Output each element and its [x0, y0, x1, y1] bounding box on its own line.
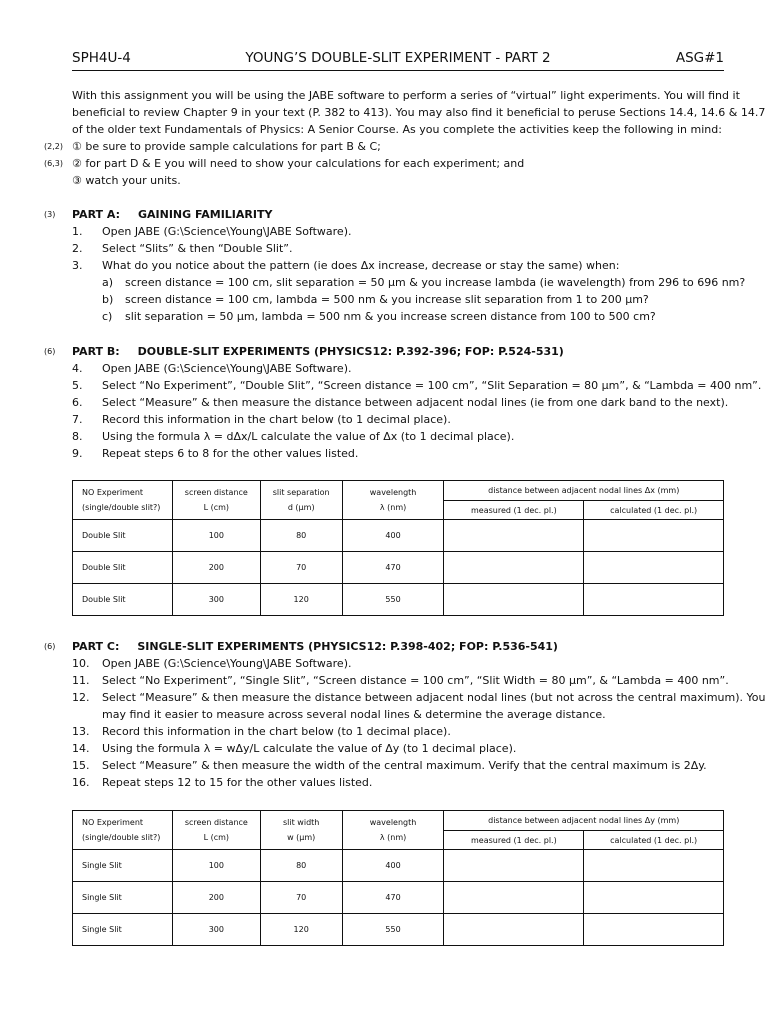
- measured-answer-cell[interactable]: [444, 850, 584, 882]
- sub-step-text: screen distance = 100 cm, lambda = 500 nm & you increase slit separation from 1 to 200 µm?: [125, 293, 649, 306]
- measured-header: measured (1 dec. pl.): [444, 501, 584, 520]
- part-c-heading: [72, 638, 558, 655]
- step-text: Select “Measure” & then measure the distance between adjacent nodal lines (but not across the central maximum). You: [102, 691, 766, 704]
- table-cell: 550: [342, 584, 444, 616]
- step-number: 12.: [72, 691, 90, 704]
- table-cell: 100: [172, 850, 260, 882]
- table-cell: Single Slit: [73, 882, 173, 914]
- distance-header: distance between adjacent nodal lines Δy (mm): [444, 811, 724, 831]
- table-cell: 300: [172, 584, 260, 616]
- reminder-item: ① be sure to provide sample calculations for part B & C;: [72, 140, 381, 153]
- step-number: 14.: [72, 742, 90, 755]
- table-cell: 70: [260, 552, 342, 584]
- step-number: 5.: [72, 379, 83, 392]
- step-number: 11.: [72, 674, 90, 687]
- step-text: What do you notice about the pattern (ie does Δx increase, decrease or stay the same) when:: [102, 259, 620, 272]
- step-number: 9.: [72, 447, 83, 460]
- step-text: Select “Measure” & then measure the distance between adjacent nodal lines (ie from one dark band to the next).: [102, 396, 729, 409]
- step-text: Select “No Experiment”, “Double Slit”, “Screen distance = 100 cm”, “Slit Separation = 80 µm”, & “Lambda = 400 nm”.: [102, 379, 762, 392]
- step-text: Select “No Experiment”, “Single Slit”, “Screen distance = 100 cm”, “Slit Width = 80 µm”, & “Lambda = 400 nm”.: [102, 674, 729, 687]
- step-text: Select “Slits” & then “Double Slit”.: [102, 242, 293, 255]
- assignment-number: ASG#1: [675, 50, 724, 66]
- table-cell: 120: [260, 584, 342, 616]
- calculated-answer-cell[interactable]: [584, 520, 724, 552]
- marks-label: (6): [44, 642, 56, 651]
- measured-answer-cell[interactable]: [444, 584, 584, 616]
- calculated-header: calculated (1 dec. pl.): [584, 501, 724, 520]
- table-cell: Double Slit: [73, 552, 173, 584]
- marks-label: (3): [44, 210, 56, 219]
- step-number: 6.: [72, 396, 83, 409]
- measured-answer-cell[interactable]: [444, 882, 584, 914]
- column-header: NO Experiment (single/double slit?): [73, 811, 173, 850]
- column-header: screen distance L (cm): [172, 811, 260, 850]
- step-number: 15.: [72, 759, 90, 772]
- distance-header: distance between adjacent nodal lines Δx (mm): [444, 481, 724, 501]
- table-cell: Double Slit: [73, 520, 173, 552]
- calculated-answer-cell[interactable]: [584, 584, 724, 616]
- measured-answer-cell[interactable]: [444, 520, 584, 552]
- part-c-title: SINGLE-SLIT EXPERIMENTS (PHYSICS12: P.398-402; FOP: P.536-541): [137, 640, 558, 653]
- sub-step-text: slit separation = 50 µm, lambda = 500 nm & you increase screen distance from 100 to 500 cm?: [125, 310, 656, 323]
- step-number: 1.: [72, 225, 83, 238]
- marks-label: (2,2): [44, 142, 63, 151]
- measured-header: measured (1 dec. pl.): [444, 831, 584, 850]
- part-a-label: PART A:: [72, 208, 120, 221]
- step-text: Open JABE (G:\Science\Young\JABE Software).: [102, 362, 352, 375]
- part-b-title: DOUBLE-SLIT EXPERIMENTS (PHYSICS12: P.392-396; FOP: P.524-531): [137, 345, 564, 358]
- step-number: 3.: [72, 259, 83, 272]
- table-cell: 80: [260, 520, 342, 552]
- table-cell: 200: [172, 552, 260, 584]
- sub-step-letter: c): [102, 310, 113, 323]
- table-cell: 470: [342, 552, 444, 584]
- column-header: screen distance L (cm): [172, 481, 260, 520]
- step-text: Open JABE (G:\Science\Young\JABE Software).: [102, 225, 352, 238]
- part-a-heading: [72, 206, 272, 223]
- table-cell: Double Slit: [73, 584, 173, 616]
- table-cell: 400: [342, 520, 444, 552]
- column-header: NO Experiment (single/double slit?): [73, 481, 173, 520]
- step-number: 2.: [72, 242, 83, 255]
- table-cell: 470: [342, 882, 444, 914]
- step-number: 7.: [72, 413, 83, 426]
- step-number: 8.: [72, 430, 83, 443]
- table-cell: 80: [260, 850, 342, 882]
- step-text: Using the formula λ = wΔy/L calculate the value of Δy (to 1 decimal place).: [102, 742, 517, 755]
- part-b-label: PART B:: [72, 345, 120, 358]
- course-code: SPH4U-4: [72, 50, 131, 66]
- calculated-answer-cell[interactable]: [584, 914, 724, 946]
- part-c-label: PART C:: [72, 640, 120, 653]
- table-cell: 100: [172, 520, 260, 552]
- marks-label: (6): [44, 347, 56, 356]
- step-number: 16.: [72, 776, 90, 789]
- reminder-item: ③ watch your units.: [72, 174, 181, 187]
- step-number: 4.: [72, 362, 83, 375]
- step-text: may find it easier to measure across several nodal lines & determine the average distance.: [102, 708, 606, 721]
- step-text: Repeat steps 6 to 8 for the other values listed.: [102, 447, 359, 460]
- reminder-item: ② for part D & E you will need to show your calculations for each experiment; and: [72, 157, 525, 170]
- step-number: 13.: [72, 725, 90, 738]
- intro-line: With this assignment you will be using the JABE software to perform a series of “virtual” light experiments. You will find it: [72, 89, 740, 102]
- step-text: Select “Measure” & then measure the width of the central maximum. Verify that the central maximum is 2Δy.: [102, 759, 707, 772]
- step-text: Open JABE (G:\Science\Young\JABE Software).: [102, 657, 352, 670]
- page-header: [72, 48, 724, 71]
- step-text: Repeat steps 12 to 15 for the other values listed.: [102, 776, 373, 789]
- table-cell: 70: [260, 882, 342, 914]
- measured-answer-cell[interactable]: [444, 552, 584, 584]
- sub-step-text: screen distance = 100 cm, slit separation = 50 µm & you increase lambda (ie wavelength) from 296 to 696 nm?: [125, 276, 746, 289]
- intro-line: beneficial to review Chapter 9 in your text (P. 382 to 413). You may also find it beneficial to peruse Sections 14.4, 14.6 & 14.7: [72, 106, 766, 119]
- sub-step-letter: a): [102, 276, 114, 289]
- step-text: Using the formula λ = dΔx/L calculate the value of Δx (to 1 decimal place).: [102, 430, 515, 443]
- calculated-answer-cell[interactable]: [584, 850, 724, 882]
- part-b-heading: [72, 343, 564, 360]
- column-header: slit separation d (µm): [260, 481, 342, 520]
- column-header: slit width w (µm): [260, 811, 342, 850]
- double-slit-data-table: [72, 480, 724, 616]
- calculated-header: calculated (1 dec. pl.): [584, 831, 724, 850]
- column-header: wavelength λ (nm): [342, 811, 444, 850]
- measured-answer-cell[interactable]: [444, 914, 584, 946]
- intro-line: of the older text Fundamentals of Physics: A Senior Course. As you complete the activities keep the following in mind:: [72, 123, 722, 136]
- table-cell: 550: [342, 914, 444, 946]
- table-cell: Single Slit: [73, 850, 173, 882]
- table-cell: 120: [260, 914, 342, 946]
- step-number: 10.: [72, 657, 90, 670]
- calculated-answer-cell[interactable]: [584, 882, 724, 914]
- table-cell: 200: [172, 882, 260, 914]
- part-a-title: GAINING FAMILIARITY: [138, 208, 273, 221]
- step-text: Record this information in the chart below (to 1 decimal place).: [102, 413, 451, 426]
- marks-label: (6,3): [44, 159, 63, 168]
- calculated-answer-cell[interactable]: [584, 552, 724, 584]
- step-text: Record this information in the chart below (to 1 decimal place).: [102, 725, 451, 738]
- page-title: YOUNG’S DOUBLE-SLIT EXPERIMENT - PART 2: [245, 50, 551, 66]
- table-cell: Single Slit: [73, 914, 173, 946]
- sub-step-letter: b): [102, 293, 114, 306]
- table-cell: 400: [342, 850, 444, 882]
- column-header: wavelength λ (nm): [342, 481, 444, 520]
- table-cell: 300: [172, 914, 260, 946]
- single-slit-data-table: [72, 810, 724, 946]
